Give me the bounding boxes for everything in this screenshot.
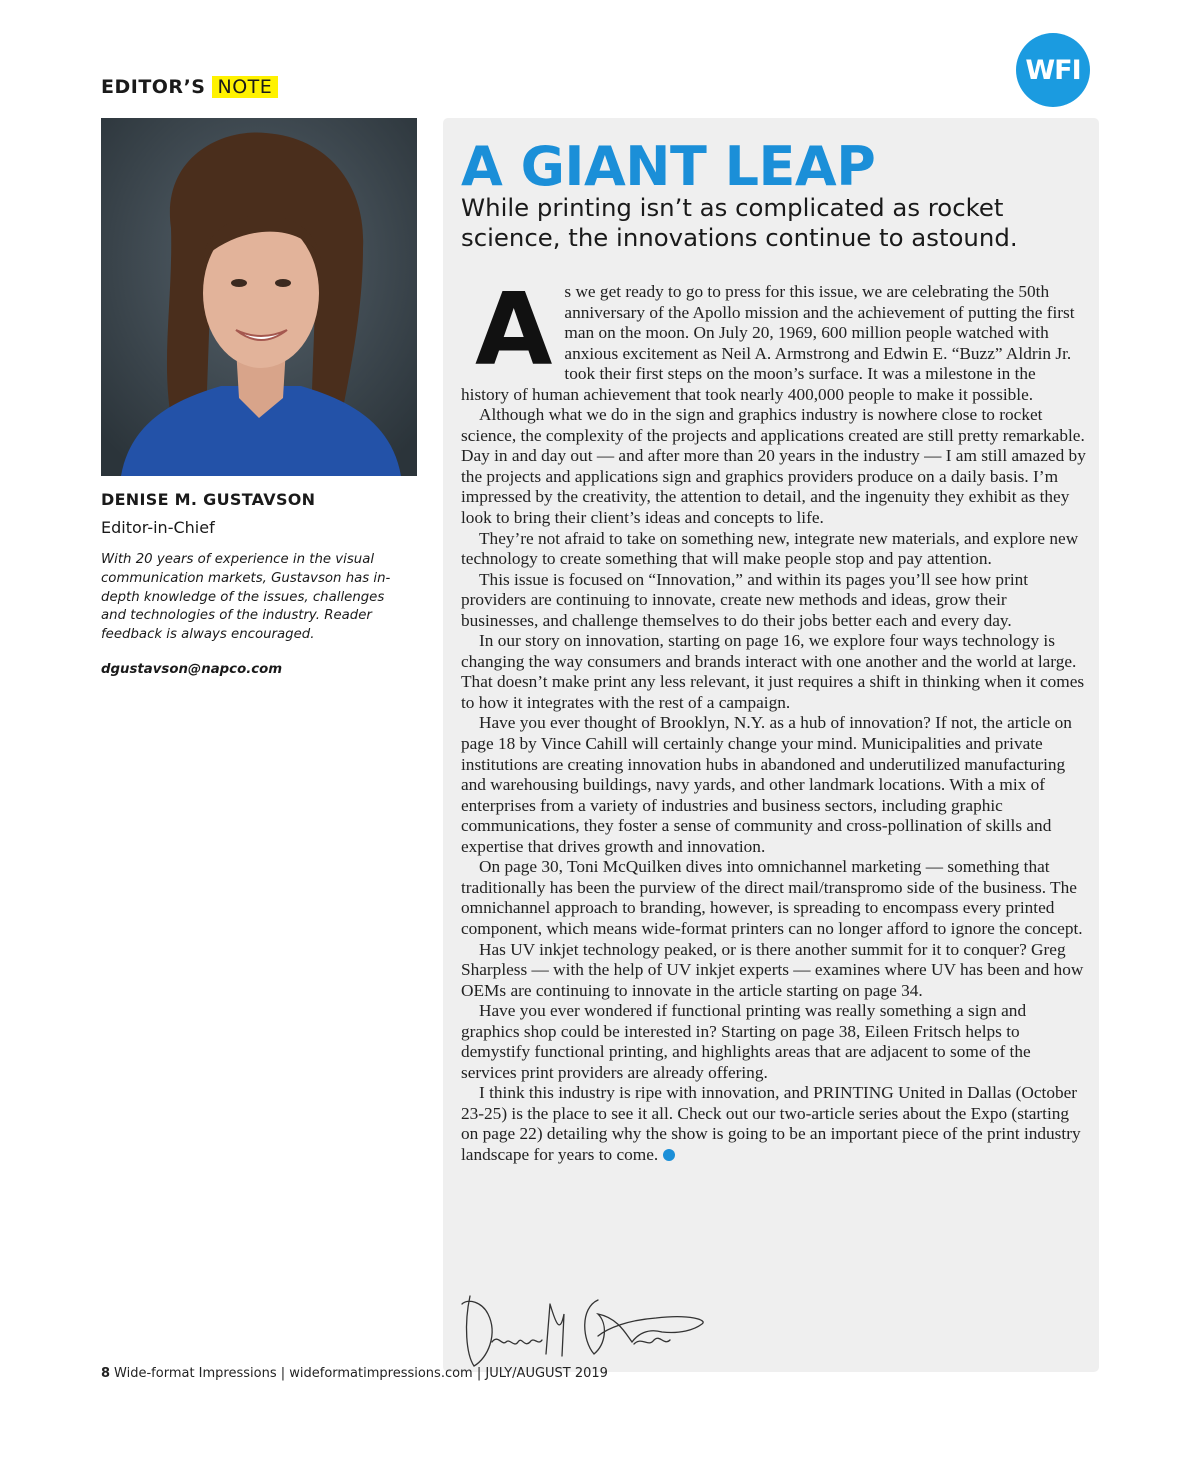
article-paragraph: In our story on innovation, starting on page 16, we explore four ways technology is changing the way consumers and brands interact with one another and the world at large. That doesn’t make print any less relevant, it just requires a shift in thinking when it comes to how it integrates with the rest of a campaign. — [461, 631, 1085, 712]
article-body — [461, 271, 1087, 1166]
author-title: Editor-in-Chief — [101, 518, 215, 537]
article-paragraph: Has UV inkjet technology peaked, or is there another summit for it to conquer? Greg Sharpless — with the help of UV inkjet experts — examines where UV has been and how OEMs are continuing to innovate in the article starting on page 34. — [461, 939, 1084, 1000]
publication-logo — [1016, 33, 1090, 107]
author-bio: With 20 years of experience in the visual communication markets, Gustavson has in-depth knowledge of the issues, challenges and technologies of the industry. Reader feedback is always encouraged. — [101, 552, 391, 643]
paragraph-text: s we get ready to go to press for this issue, we are celebrating the 50th anniversary of the Apollo mission and the achievement of putting the first man on the moon. On July 20, 1969, 600 million people watched with anxious excitement as Neil A. Armstrong and Edwin E. “Buzz” Aldrin Jr. took their first steps on the moon’s surface. It was a milestone in the history of human achievement that took nearly 400,000 people to make it possible. — [461, 282, 1075, 404]
drop-cap: A — [475, 271, 553, 388]
section-label-bold: EDITOR’S — [101, 76, 206, 98]
article-deck: While printing isn’t as complicated as rocket science, the innovations continue to astound. — [461, 193, 1018, 252]
article-paragraph: On page 30, Toni McQuilken dives into omnichannel marketing — something that traditionally has been the purview of the direct mail/transpromo side of the business. The omnichannel approach to branding, however, is spreading to encompass every printed component, which means wide-format printers can no longer afford to ignore the concept. — [461, 857, 1083, 938]
editor-portrait-icon — [101, 118, 417, 476]
article-paragraph: This issue is focused on “Innovation,” and within its pages you’ll see how print providers are continuing to innovate, create new methods and ideas, grow their businesses, and challenge themselves to do their jobs better each and every day. — [461, 569, 1029, 630]
article-paragraph: They’re not afraid to take on something new, integrate new materials, and explore new technology to create something that will make people stop and pay attention. — [461, 528, 1079, 569]
logo-text: WFI — [1025, 54, 1081, 86]
section-label-highlight: NOTE — [212, 76, 279, 98]
page-number: 8 — [101, 1366, 111, 1381]
author-email[interactable]: dgustavson@napco.com — [101, 662, 283, 677]
article-paragraph: Although what we do in the sign and graphics industry is nowhere close to rocket science, the complexity of the projects and applications created are still pretty remarkable. Day in and day out — and after more than 20 years in the industry — I am still amazed by the projects and applications sign and graphics providers produce on a daily basis. I’m impressed by the creativity, the attention to detail, and the ingenuity they exhibit as they look to bring their client’s ideas and concepts to life. — [461, 405, 1086, 528]
signature-icon — [458, 1284, 728, 1374]
article-paragraph — [461, 1083, 1087, 1165]
article-paragraph: Have you ever wondered if functional printing was really something a sign and graphics shop could be interested in? Starting on page 38, Eileen Fritsch helps to demystify functional printing, and highlights areas that are adjacent to some of the services print providers are already offering. — [461, 1001, 1031, 1082]
author-name: DENISE M. GUSTAVSON — [101, 490, 316, 509]
section-label — [101, 72, 278, 102]
author-photo — [101, 118, 417, 476]
end-dot-icon — [663, 1149, 675, 1161]
article-paragraph — [461, 271, 1087, 405]
footer-text: Wide-format Impressions | wideformatimpressions.com | JULY/AUGUST 2019 — [114, 1366, 608, 1381]
signature — [458, 1284, 728, 1379]
paragraph-text: I think this industry is ripe with innovation, and PRINTING United in Dallas (October 23-25) is the place to see it all. Check out our two-article series about the Expo (starting on page 22) detailing why the show is going to be an important piece of the print industry landscape for years to come. — [461, 1083, 1081, 1164]
article-headline: A GIANT LEAP — [461, 135, 876, 198]
page-footer — [101, 1366, 608, 1381]
article-paragraph: Have you ever thought of Brooklyn, N.Y. as a hub of innovation? If not, the article on page 18 by Vince Cahill will certainly change your mind. Municipalities and private institutions are creating innovation hubs in abandoned and underutilized manufacturing and warehousing buildings, navy yards, and other landmark locations. With a mix of enterprises from a variety of industries and business sectors, including graphic communications, they foster a sense of community and cross-pollination of skills and expertise that drives growth and innovation. — [461, 713, 1072, 856]
